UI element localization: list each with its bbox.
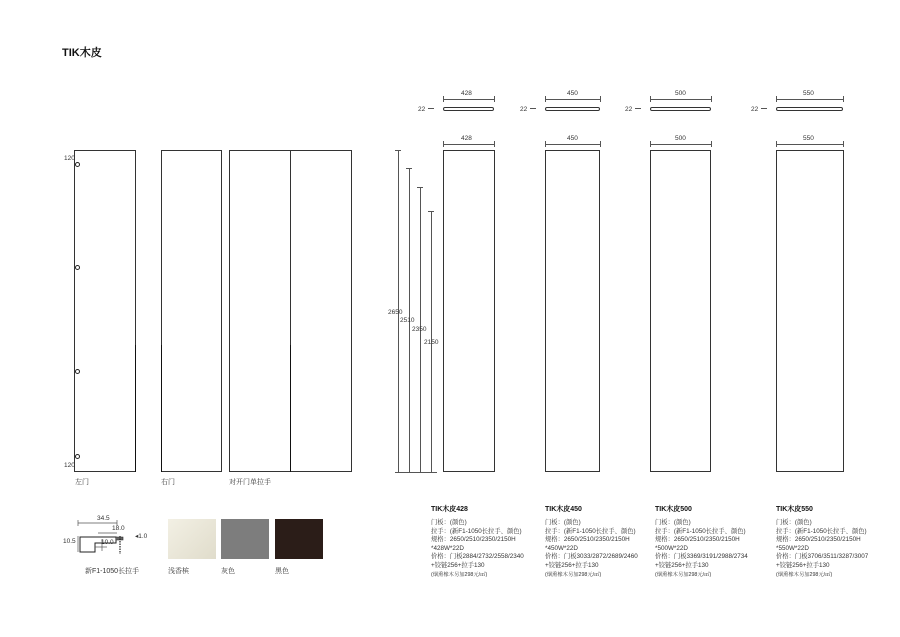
elevation-width-line xyxy=(443,144,494,145)
top-view-width-label: 428 xyxy=(461,90,472,97)
dim-tick xyxy=(545,96,546,102)
height-tick xyxy=(428,211,434,212)
spec-line: 拉手：(新F1-1050长拉手、颜色) xyxy=(776,527,867,535)
top-view-board xyxy=(650,107,711,111)
spec-note: (烟熏橡木另加298元/㎡) xyxy=(545,571,602,578)
left-door-label: 左门 xyxy=(75,479,89,486)
swatch-champagne-label: 浅香槟 xyxy=(168,568,189,575)
handle-dim-1-0: ◂1.0 xyxy=(135,533,148,540)
spec-note: (烟熏橡木另加298元/㎡) xyxy=(776,571,833,578)
top-view-width-line xyxy=(776,99,843,100)
top-view-width-line xyxy=(545,99,600,100)
elevation-width-label: 450 xyxy=(567,135,578,142)
handle-dim-34-5: 34.5 xyxy=(97,515,110,522)
left-door-panel xyxy=(74,150,136,472)
dim-tick xyxy=(843,96,844,102)
swatch-black-label: 黑色 xyxy=(275,568,289,575)
product-500-name: TIK木皮500 xyxy=(655,506,692,513)
dim-tick xyxy=(494,141,495,147)
dim-tick xyxy=(761,108,767,109)
right-door-label: 右门 xyxy=(161,479,175,486)
top-view-width-label: 550 xyxy=(803,90,814,97)
hinge-icon xyxy=(75,369,80,374)
elevation-width-line xyxy=(650,144,711,145)
height-base-line xyxy=(395,472,437,473)
product-428-name: TIK木皮428 xyxy=(431,506,468,513)
top-view-board xyxy=(545,107,600,111)
spec-note: (烟熏橡木另加298元/㎡) xyxy=(431,571,488,578)
swatch-black[interactable] xyxy=(275,519,323,559)
product-500-panel xyxy=(650,150,711,472)
spec-line: *550W*22D xyxy=(776,544,809,552)
height-2150-label: 2150 xyxy=(424,339,439,346)
double-door-handle xyxy=(290,345,291,472)
swatch-grey[interactable] xyxy=(221,519,269,559)
height-2350-label: 2350 xyxy=(412,326,427,333)
dim-tick xyxy=(443,141,444,147)
spec-line: 价格：门板3706/3511/3287/3007 xyxy=(776,553,869,561)
dim-tick xyxy=(635,108,641,109)
thickness-label: 22 xyxy=(751,106,759,113)
height-2650-label: 2650 xyxy=(388,309,403,316)
thickness-label: 22 xyxy=(625,106,633,113)
spec-line: 价格：门板2884/2732/2558/2340 xyxy=(431,553,524,561)
dim-tick xyxy=(650,96,651,102)
spec-line: 门板：(颜色) xyxy=(655,519,691,526)
spec-line: 门板：(颜色) xyxy=(776,519,812,526)
dim-tick xyxy=(600,141,601,147)
height-2510-label: 2510 xyxy=(400,317,415,324)
top-view-board xyxy=(443,107,494,111)
top-view-width-label: 500 xyxy=(675,90,686,97)
product-550-spec xyxy=(776,519,868,579)
bottom-offset-dim: 120 xyxy=(64,462,75,469)
page-title: TIK木皮 xyxy=(62,47,102,59)
top-view-width-line xyxy=(650,99,711,100)
top-view-board xyxy=(776,107,843,111)
spec-line: 价格：门板3369/3191/2988/2734 xyxy=(655,553,748,561)
product-450-panel xyxy=(545,150,600,472)
product-450-name: TIK木皮450 xyxy=(545,506,582,513)
elevation-width-label: 500 xyxy=(675,135,686,142)
dim-tick xyxy=(650,141,651,147)
product-428-panel xyxy=(443,150,495,472)
thickness-label: 22 xyxy=(418,106,426,113)
product-450-spec xyxy=(545,519,638,579)
dim-tick xyxy=(843,141,844,147)
dim-tick xyxy=(711,141,712,147)
height-tick xyxy=(417,187,423,188)
product-550-panel xyxy=(776,150,844,472)
spec-note: (烟熏橡木另加298元/㎡) xyxy=(655,571,712,578)
hinge-icon xyxy=(75,454,80,459)
handle-dim-1-0-value: 1.0 xyxy=(138,533,148,540)
dim-tick xyxy=(530,108,536,109)
left-door-handle xyxy=(135,345,136,472)
top-view-width-label: 450 xyxy=(567,90,578,97)
spec-line: *500W*22D xyxy=(655,544,688,552)
spec-line: 规格：2650/2510/2350/2150H xyxy=(545,536,630,544)
elevation-width-label: 550 xyxy=(803,135,814,142)
spec-line: 规格：2650/2510/2350/2150H xyxy=(655,536,740,544)
spec-line: 拉手：(新F1-1050长拉手、颜色) xyxy=(545,527,636,535)
double-door-label: 对开门单拉手 xyxy=(229,479,271,486)
product-428-spec xyxy=(431,519,524,579)
dim-tick xyxy=(545,141,546,147)
elevation-width-line xyxy=(545,144,600,145)
elevation-width-line xyxy=(776,144,843,145)
handle-profile-label: 新F1-1050长拉手 xyxy=(85,568,140,575)
hinge-icon xyxy=(75,162,80,167)
handle-dim-10-5: 10.5 xyxy=(63,538,76,545)
dim-tick xyxy=(443,96,444,102)
dim-tick xyxy=(776,96,777,102)
spec-line: +铰链256+拉手130 xyxy=(545,561,599,569)
product-500-spec xyxy=(655,519,748,579)
elevation-width-label: 428 xyxy=(461,135,472,142)
spec-line: 价格：门板3033/2872/2689/2460 xyxy=(545,553,638,561)
spec-line: *428W*22D xyxy=(431,544,464,552)
swatch-champagne[interactable] xyxy=(168,519,216,559)
spec-line: 规格：2650/2510/2350/2150H xyxy=(431,536,516,544)
right-door-panel xyxy=(161,150,222,472)
spec-line: 规格：2650/2510/2350/2150H xyxy=(776,536,861,544)
spec-line: +铰链256+拉手130 xyxy=(431,561,485,569)
spec-line: 门板：(颜色) xyxy=(545,519,581,526)
spec-line: 拉手：(新F1-1050长拉手、颜色) xyxy=(431,527,522,535)
handle-dim-10-0: 10.0 xyxy=(101,539,114,546)
double-door-left-panel xyxy=(229,150,291,472)
right-door-handle xyxy=(161,345,162,472)
height-tick xyxy=(395,150,401,151)
spec-line: *450W*22D xyxy=(545,544,578,552)
spec-line: 门板：(颜色) xyxy=(431,519,467,526)
product-550-name: TIK木皮550 xyxy=(776,506,813,513)
dim-tick xyxy=(428,108,434,109)
dim-tick xyxy=(600,96,601,102)
dim-tick xyxy=(494,96,495,102)
height-tick xyxy=(406,168,412,169)
spec-line: +铰链256+拉手130 xyxy=(776,561,830,569)
swatch-grey-label: 灰色 xyxy=(221,568,235,575)
spec-line: +铰链256+拉手130 xyxy=(655,561,709,569)
double-door-right-panel xyxy=(290,150,352,472)
top-offset-dim: 120 xyxy=(64,155,75,162)
hinge-icon xyxy=(75,265,80,270)
dim-tick xyxy=(711,96,712,102)
thickness-label: 22 xyxy=(520,106,528,113)
dim-tick xyxy=(776,141,777,147)
spec-line: 拉手：(新F1-1050长拉手、颜色) xyxy=(655,527,746,535)
top-view-width-line xyxy=(443,99,494,100)
handle-dim-18-0: 18.0 xyxy=(112,525,125,532)
